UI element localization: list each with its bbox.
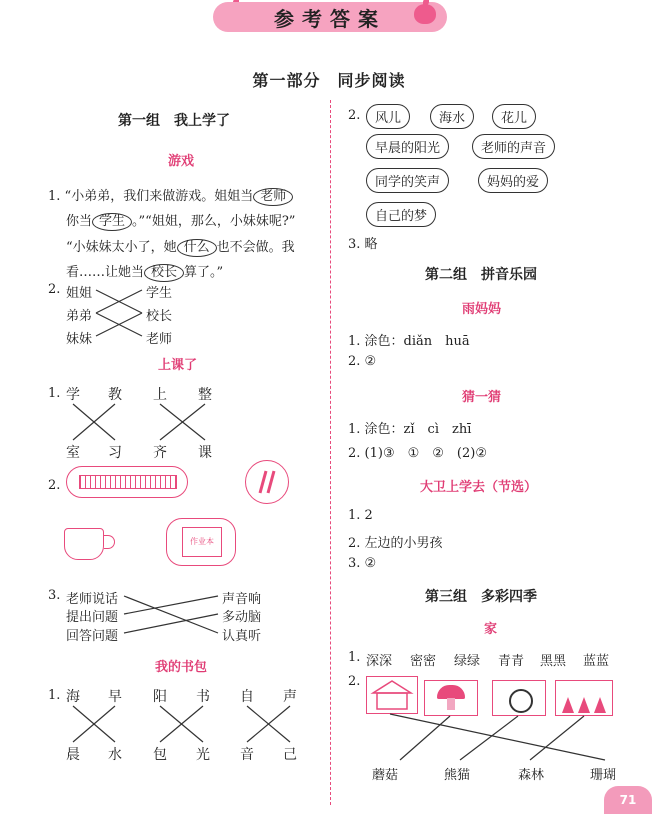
section-title-yumama: 雨妈妈	[462, 302, 502, 317]
match-left: 老师说话	[66, 592, 119, 607]
answer-oval: 老师	[253, 188, 293, 206]
char-bottom: 室	[66, 445, 80, 461]
picture-label: 森林	[518, 768, 545, 783]
answer-line: 1. 涂色：diǎn huā	[348, 334, 470, 349]
word: 青青	[498, 654, 525, 669]
char-top: 书	[196, 689, 210, 705]
word-bubble: 海水	[430, 104, 474, 129]
char-top: 海	[66, 689, 80, 705]
char-bottom: 己	[283, 747, 297, 763]
char-top: 上	[153, 387, 167, 403]
q1-line-d: 看……让她当 校长 算了。”	[66, 265, 224, 280]
word: 蓝蓝	[583, 654, 610, 669]
match-left: 提出问题	[66, 610, 119, 625]
match-right: 校长	[146, 309, 173, 324]
match-left: 弟弟	[66, 309, 93, 324]
word-bubble: 老师的声音	[472, 134, 555, 159]
section-title-dawei: 大卫上学去（节选）	[420, 480, 538, 495]
picture-label: 熊猫	[444, 768, 471, 783]
picture-label: 珊瑚	[590, 768, 617, 783]
word-bubble: 自己的梦	[366, 202, 436, 227]
word-bubble: 同学的笑声	[366, 168, 449, 193]
q3-answer: 3. 略	[348, 237, 378, 252]
picture-label: 蘑菇	[372, 768, 399, 783]
section-title-caiyicai: 猜一猜	[462, 390, 502, 405]
q1-line-c: “小妹妹太小了，她 什么 也不会做。我	[66, 240, 295, 255]
word: 深深	[366, 654, 393, 669]
answer-line: 1. 2	[348, 508, 373, 523]
q1-num: 1.	[48, 688, 61, 703]
word: 黑黑	[540, 654, 567, 669]
char-top: 阳	[153, 689, 167, 705]
word-bubble: 妈妈的爱	[478, 168, 548, 193]
page-number: 71	[604, 786, 652, 814]
answer-line: 2. 左边的小男孩	[348, 536, 443, 551]
match-right: 老师	[146, 332, 173, 347]
char-bottom: 晨	[66, 747, 80, 763]
answer-line: 3. ②	[348, 556, 377, 571]
char-bottom: 光	[196, 747, 210, 763]
char-bottom: 习	[108, 445, 122, 461]
char-top: 自	[240, 689, 254, 705]
section-title-shangke: 上课了	[158, 358, 198, 373]
word-bubble: 花儿	[492, 104, 536, 129]
char-bottom: 包	[153, 747, 167, 763]
answer-line: 2. (1)③ ① ② (2)②	[348, 446, 487, 461]
word-bubble: 早晨的阳光	[366, 134, 449, 159]
answer-oval: 什么	[177, 239, 217, 257]
part-title: 第一部分 同步阅读	[252, 71, 406, 90]
q1-num: 1.	[348, 650, 361, 665]
char-top: 声	[283, 689, 297, 705]
q1-line-a: 1. “小弟弟，我们来做游戏。姐姐当 老师	[48, 185, 293, 206]
answer-banner: 参考答案	[213, 2, 447, 32]
match-right: 声音响	[222, 592, 262, 607]
answer-line: 1. 涂色：zǐ cì zhī	[348, 422, 472, 437]
word: 密密	[410, 654, 437, 669]
q2-num: 2.	[348, 674, 361, 689]
notebook-icon: 作业本	[182, 527, 222, 557]
q2-num: 2.	[48, 282, 61, 297]
char-bottom: 齐	[153, 445, 167, 461]
match-right: 学生	[146, 286, 173, 301]
match-left: 回答问题	[66, 629, 119, 644]
section-title-jia: 家	[484, 622, 498, 637]
section-title-shubao: 我的书包	[155, 660, 208, 675]
word-bubble: 风儿	[366, 104, 410, 129]
answer-oval: 校长	[144, 264, 184, 282]
char-top: 早	[108, 689, 122, 705]
q1-num: 1.	[48, 386, 61, 401]
match-left: 姐姐	[66, 286, 93, 301]
q2-num: 2.	[48, 478, 61, 493]
word: 绿绿	[454, 654, 481, 669]
char-bottom: 音	[240, 747, 254, 763]
match-lines-jia	[330, 0, 658, 829]
q3-num: 3.	[48, 588, 61, 603]
char-top: 整	[198, 387, 212, 403]
answer-line: 2. ②	[348, 354, 377, 369]
q2-num: 2.	[348, 108, 361, 123]
char-top: 教	[108, 387, 122, 403]
answer-oval: 学生	[92, 213, 132, 231]
group2-title: 第二组 拼音乐园	[425, 267, 537, 283]
match-right: 认真听	[222, 629, 262, 644]
char-bottom: 水	[108, 747, 122, 763]
match-right: 多动脑	[222, 610, 262, 625]
group3-title: 第三组 多彩四季	[425, 589, 537, 605]
char-bottom: 课	[198, 445, 212, 461]
match-left: 妹妹	[66, 332, 93, 347]
char-top: 学	[66, 387, 80, 403]
group1-title: 第一组 我上学了	[118, 113, 230, 129]
section-title-youxi: 游戏	[168, 154, 195, 169]
q1-line-b: 你当 学生 。”“姐姐，那么，小妹妹呢?”	[66, 214, 296, 229]
